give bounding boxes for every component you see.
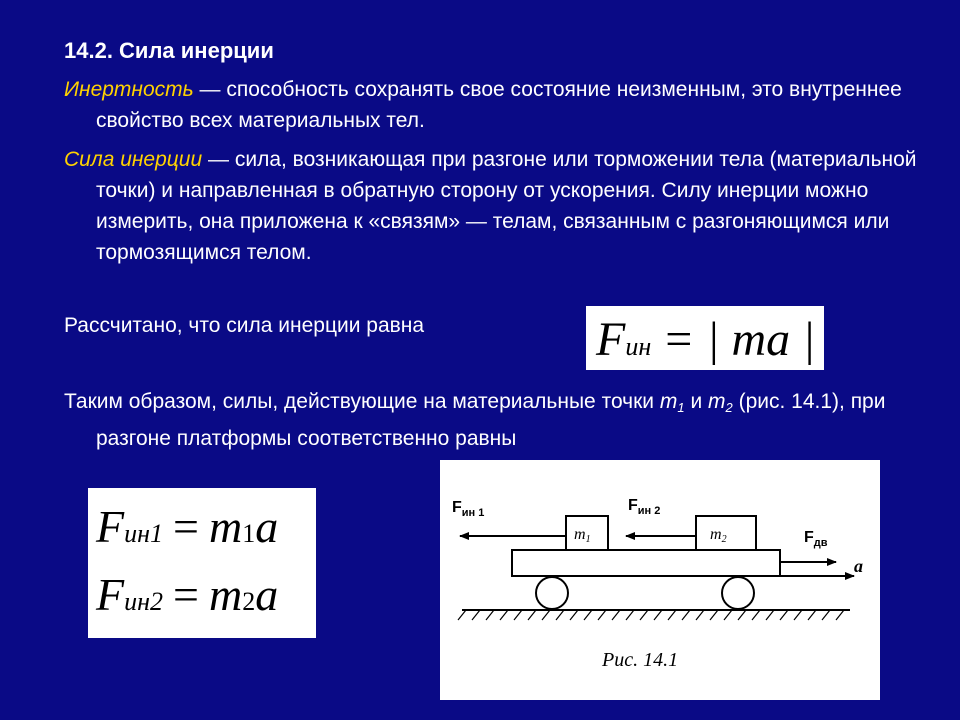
formula-rhs: | ma |: [706, 313, 816, 366]
figure-caption: Рис. 14.1: [602, 649, 679, 671]
label-m2: m2: [710, 526, 727, 545]
term-inertia-force: Сила инерции: [64, 148, 203, 171]
formula-F-sub: ин: [625, 332, 652, 361]
m1-sub: 1: [677, 400, 685, 415]
formula-F: F: [596, 313, 626, 366]
f2-symbol: F: [96, 569, 125, 620]
ground-hatch: [458, 610, 844, 620]
figure-14-1: [440, 460, 880, 700]
wheel-right: [722, 577, 754, 609]
f1-sub: ин1: [124, 519, 164, 548]
label-f-in2: $F_{ин 2}$: [628, 497, 661, 517]
paragraph-inertness: [64, 74, 936, 136]
formula-pair-box: [88, 488, 316, 638]
slide-title: 14.2. Сила инерции: [64, 38, 274, 63]
m1-var: m: [659, 390, 678, 413]
formula-row-1: [96, 500, 278, 553]
and-text: и: [684, 390, 709, 413]
paragraph-inertia-force: [64, 144, 936, 268]
f1-m: m: [208, 501, 243, 552]
f1-m-sub: 1: [242, 519, 256, 548]
f2-eq: =: [173, 569, 199, 620]
f1-symbol: F: [96, 501, 125, 552]
label-m1: m1: [574, 526, 591, 545]
thus-text-b: (рис. 14.1), при разгоне платформы соответственно равны: [96, 390, 886, 450]
label-a: a: [854, 556, 863, 576]
wheel-left: [536, 577, 568, 609]
term-inertness: Инертность: [64, 78, 194, 101]
calculated-text: Рассчитано, что сила инерции равна: [64, 314, 425, 337]
f2-sub: ин2: [124, 587, 164, 616]
platform-diagram: [440, 460, 880, 700]
f2-m: m: [208, 569, 243, 620]
label-f-dv: $F_{дв}$: [804, 529, 828, 549]
f2-m-sub: 2: [242, 587, 256, 616]
m2-var: m: [708, 390, 726, 413]
definition-inertia-force: — сила, возникающая при разгоне или торможении тела (материальной точки) и направленная в обратную сторону от ускорения. Силу инерции можно измерить, она приложена к «связям» — телам, связанным с разгоняющимся или тормозящимся телом.: [96, 148, 917, 264]
m2-sub: 2: [725, 400, 733, 415]
formula-eq: =: [665, 313, 693, 366]
formula-inertia-force: [586, 306, 824, 370]
label-f-in1: $F_{ин 1}$: [452, 499, 485, 519]
thus-text-a: Таким образом, силы, действующие на материальные точки: [64, 390, 660, 413]
f1-eq: =: [173, 501, 199, 552]
f2-a: a: [255, 569, 279, 620]
formula-row-2: [96, 568, 278, 621]
f1-a: a: [255, 501, 279, 552]
paragraph-thus: [64, 386, 936, 454]
platform: [512, 550, 780, 576]
definition-inertness: — способность сохранять свое состояние неизменным, это внутреннее свойство всех материальных тел.: [96, 78, 902, 132]
